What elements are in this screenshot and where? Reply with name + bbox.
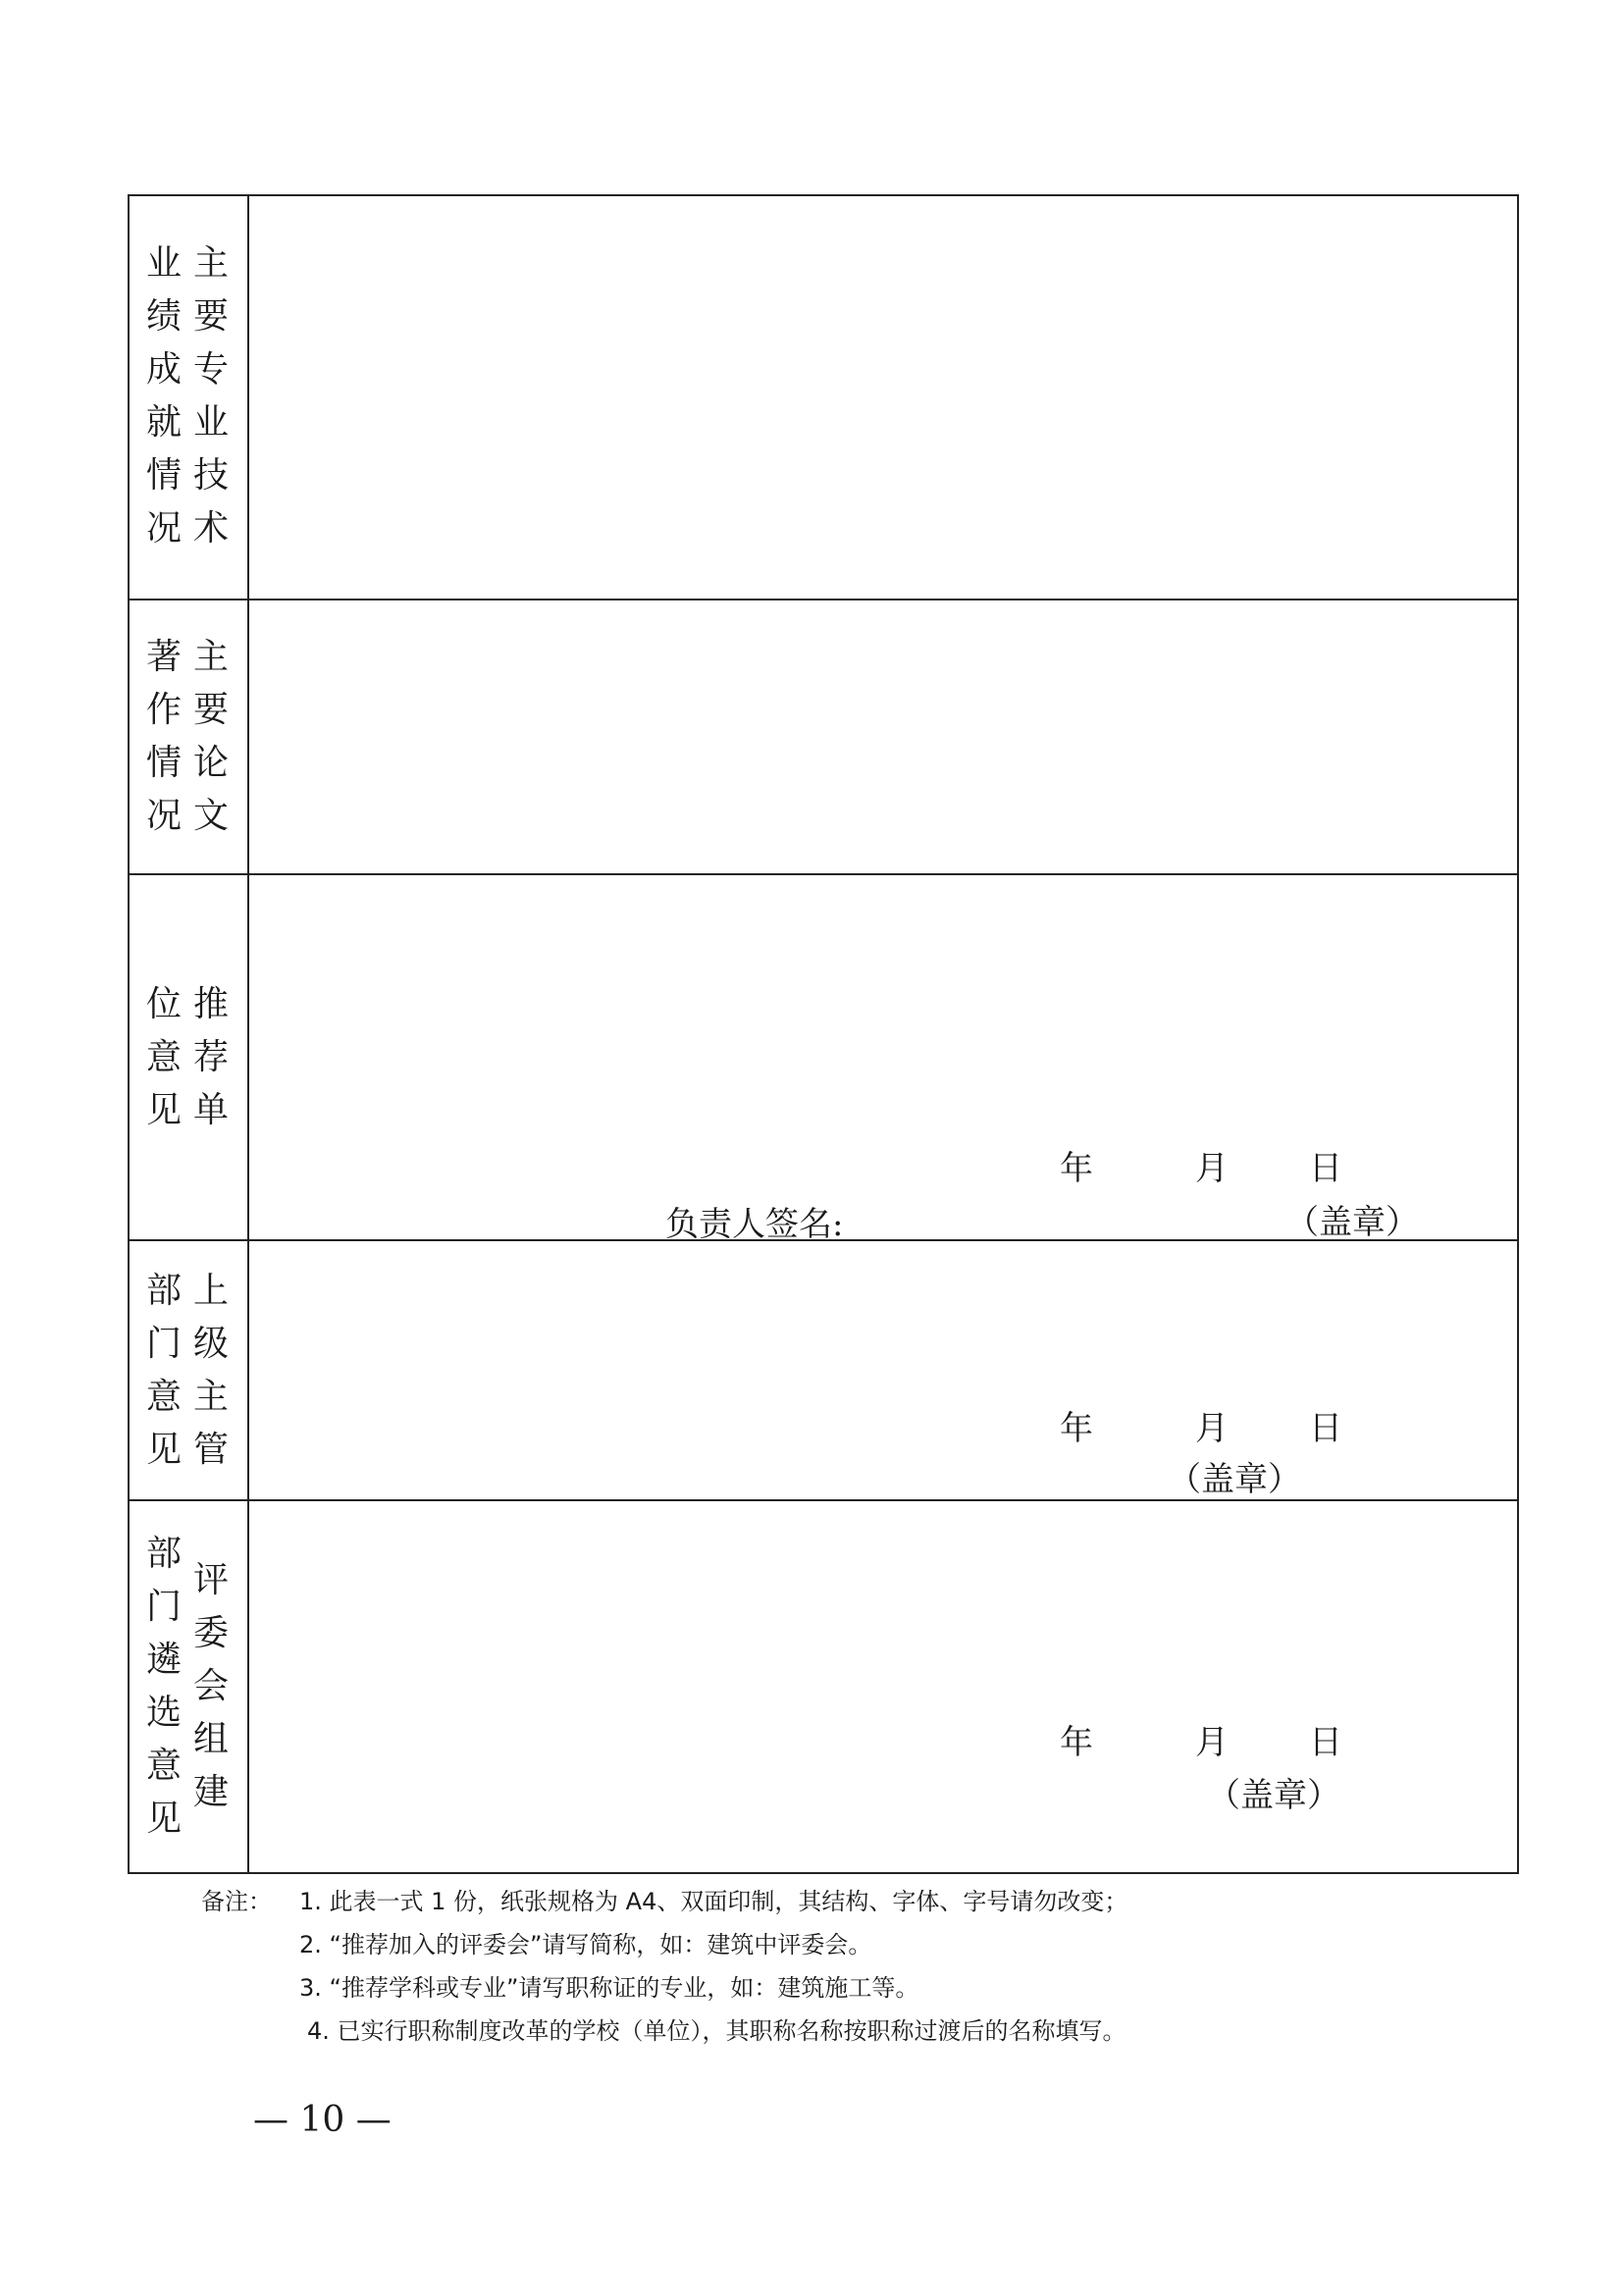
label-achievements (128, 194, 247, 599)
note-text: 2. “推荐加入的评委会”请写简称，如：建筑中评委会。 (299, 1931, 872, 1958)
label-char: 单 (192, 1089, 229, 1130)
label-char: 意 (145, 1746, 182, 1786)
label-char: 推 (192, 983, 229, 1024)
label-char: 门 (145, 1323, 182, 1364)
label-char: 成 (145, 349, 182, 390)
label-char: 组 (192, 1719, 229, 1759)
label-supervisor-opinion (128, 1241, 247, 1499)
date-month: 月 (1195, 1409, 1229, 1448)
note-text: 1. 此表一式 1 份，纸张规格为 A4、双面印制，其结构、字体、字号请勿改变； (299, 1888, 1128, 1915)
label-char: 要 (192, 296, 229, 337)
label-column (191, 237, 231, 555)
achievements-field[interactable] (249, 196, 1517, 599)
page-number: — 10 — (253, 2100, 392, 2140)
label-char: 位 (145, 983, 182, 1024)
label-char: 作 (145, 690, 182, 730)
label-column (144, 1265, 183, 1477)
seal-note: （盖章） (1207, 1776, 1340, 1815)
label-char: 会 (192, 1666, 229, 1706)
label-char: 就 (145, 402, 182, 443)
label-column (144, 237, 183, 555)
date-year: 年 (1060, 1149, 1093, 1188)
label-column (144, 1528, 183, 1846)
label-char: 情 (145, 743, 182, 783)
label-char: 业 (192, 402, 229, 443)
label-column (191, 1265, 231, 1477)
date-year: 年 (1060, 1723, 1093, 1762)
table-border-bottom (128, 1872, 1519, 1874)
label-char: 委 (192, 1613, 229, 1653)
note-text: 3. “推荐学科或专业”请写职称证的专业，如：建筑施工等。 (299, 1974, 919, 2002)
label-char: 论 (192, 743, 229, 783)
label-char: 专 (192, 349, 229, 390)
label-unit-opinion (128, 875, 247, 1239)
label-char: 级 (192, 1323, 229, 1364)
label-char: 意 (145, 1036, 182, 1077)
notes-prefix: 备注： (201, 1888, 272, 1915)
recommendation-form-table (128, 194, 1519, 1874)
label-char: 建 (192, 1772, 229, 1812)
date-day: 日 (1309, 1723, 1342, 1762)
label-column (144, 978, 183, 1137)
label-char: 见 (145, 1799, 182, 1839)
label-char: 技 (192, 455, 229, 496)
note-item (201, 1966, 1127, 2009)
seal-note: （盖章） (1168, 1460, 1301, 1499)
label-char: 部 (145, 1270, 182, 1311)
date-month: 月 (1195, 1723, 1229, 1762)
label-char: 著 (145, 637, 182, 677)
label-char: 见 (145, 1089, 182, 1130)
label-publications (128, 600, 247, 873)
label-char: 意 (145, 1376, 182, 1417)
label-char: 上 (192, 1270, 229, 1311)
supervisor-opinion-field[interactable] (249, 1241, 1517, 1499)
label-char: 情 (145, 455, 182, 496)
label-char: 要 (192, 690, 229, 730)
date-day: 日 (1309, 1149, 1342, 1188)
label-char: 绩 (145, 296, 182, 337)
note-text: 4. 已实行职称制度改革的学校（单位），其职称名称按职称过渡后的名称填写。 (307, 2017, 1126, 2045)
committee-opinion-field[interactable] (249, 1501, 1517, 1872)
label-char: 况 (145, 796, 182, 836)
label-char: 遴 (145, 1640, 182, 1680)
table-border-right (1517, 194, 1519, 1874)
label-char: 门 (145, 1587, 182, 1627)
label-char: 荐 (192, 1036, 229, 1077)
label-char: 主 (192, 1376, 229, 1417)
label-column (191, 1554, 231, 1819)
label-char: 见 (145, 1429, 182, 1470)
label-char: 主 (192, 243, 229, 284)
publications-field[interactable] (249, 600, 1517, 873)
date-day: 日 (1309, 1409, 1342, 1448)
label-committee-opinion (128, 1501, 247, 1872)
note-item (201, 2009, 1127, 2053)
label-char: 评 (192, 1560, 229, 1600)
label-char: 术 (192, 508, 229, 548)
label-char: 况 (145, 508, 182, 548)
note-item (201, 1923, 1127, 1966)
label-char: 主 (192, 637, 229, 677)
label-char: 管 (192, 1429, 229, 1470)
date-year: 年 (1060, 1409, 1093, 1448)
label-char: 选 (145, 1693, 182, 1733)
label-column (191, 631, 231, 843)
date-month: 月 (1195, 1149, 1229, 1188)
label-char: 文 (192, 796, 229, 836)
label-char: 业 (145, 243, 182, 284)
label-column (191, 978, 231, 1137)
note-item (201, 1880, 1127, 1923)
seal-note: （盖章） (1285, 1203, 1419, 1242)
label-char: 部 (145, 1534, 182, 1574)
label-column (144, 631, 183, 843)
signature-label: 负责人签名: (665, 1205, 844, 1244)
notes-section (201, 1880, 1127, 2053)
